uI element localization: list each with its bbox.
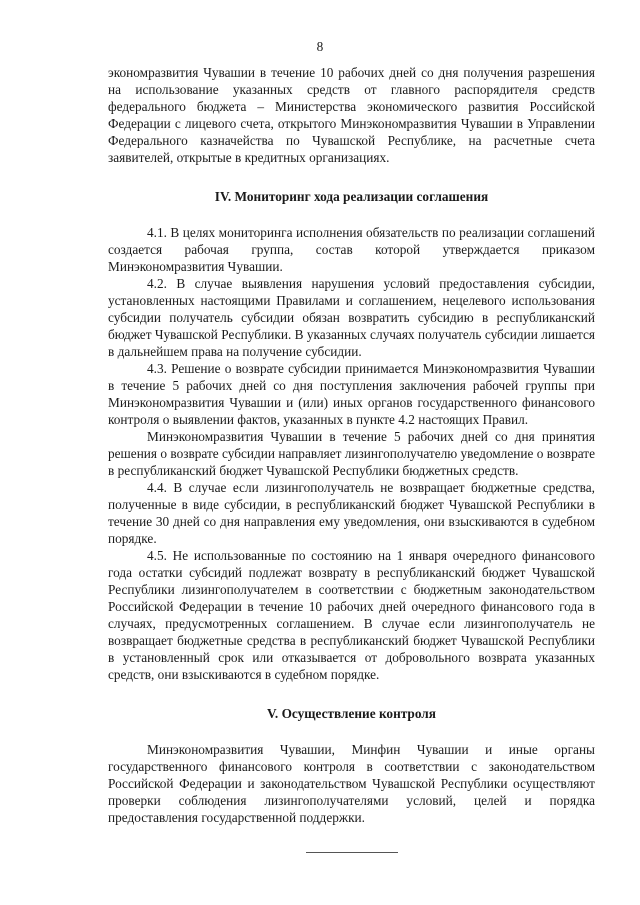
paragraph-4-3: 4.3. Решение о возврате субсидии принимается Минэкономразвития Чувашии в течение 5 рабочих дней со дня поступления заключения рабочей группы при Минэкономразвития Чувашии и (или) иных органов государственного финансового контроля о выявлении фактов, указанных в пункте 4.2 настоящих Правил. <box>108 361 595 427</box>
separator-line <box>306 852 398 853</box>
section-4-heading: IV. Мониторинг хода реализации соглашения <box>214 189 489 204</box>
section-5-heading: V. Осуществление контроля <box>267 706 436 721</box>
paragraph-4-1: 4.1. В целях мониторинга исполнения обязательств по реализации соглашений создается рабочая группа, состав которой утверждается приказом Минэкономразвития Чувашии. <box>108 225 595 274</box>
intro-paragraph: экономразвития Чувашии в течение 10 рабочих дней со дня получения разрешения на использование указанных средств от главного распорядителя средств федерального бюджета – Министерства экономического развития Российской Федерации с лицевого счета, открытого Минэкономразвития Чувашии в Управлении Федерального казначейства по Чувашской Республике, на расчетные счета заявителей, открытые в кредитных организациях. <box>108 65 595 165</box>
paragraph-4-4: 4.4. В случае если лизингополучатель не возвращает бюджетные средства, полученные в виде субсидии, в республиканский бюджет Чувашской Республики в течение 30 дней со дня направления ему уведомления, они взыскиваются в судебном порядке. <box>108 480 595 546</box>
paragraph-4-3-continued: Минэкономразвития Чувашии в течение 5 рабочих дней со дня принятия решения о возврате субсидии направляет лизингополучателю уведомление о возврате в республиканский бюджет Чувашской Республики бюджетных средств. <box>108 429 595 478</box>
paragraph-4-2: 4.2. В случае выявления нарушения условий предоставления субсидии, установленных настоящими Правилами и соглашением, нецелевого использования субсидии получатель субсидии обязан возвратить субсидию в республиканский бюджет Чувашской Республики. В указанных случаях получатель субсидии лишается в дальнейшем права на получение субсидии. <box>108 276 595 359</box>
paragraph-5: Минэкономразвития Чувашии, Минфин Чувашии и иные органы государственного финансового контроля в соответствии с законодательством Российской Федерации и законодательством Чувашской Республики осуществляют проверки соблюдения лизингополучателями условий, целей и порядка предоставления государственной поддержки. <box>108 742 595 825</box>
page-content <box>108 64 595 853</box>
paragraph-4-5: 4.5. Не использованные по состоянию на 1 января очередного финансового года остатки субсидий подлежат возврату в республиканский бюджет Чувашской Республики лизингополучателем в соответствии с бюджетным законодательством Российской Федерации в течение 10 рабочих дней очередного финансового года в случаях, предусмотренных соглашением. В случае если лизингополучатель не возвращает бюджетные средства в республиканский бюджет Чувашской Республики в установленный срок или отказывается от добровольного возврата указанных средств, они взыскиваются в судебном порядке. <box>108 548 595 682</box>
page-number: 8 <box>316 39 324 54</box>
